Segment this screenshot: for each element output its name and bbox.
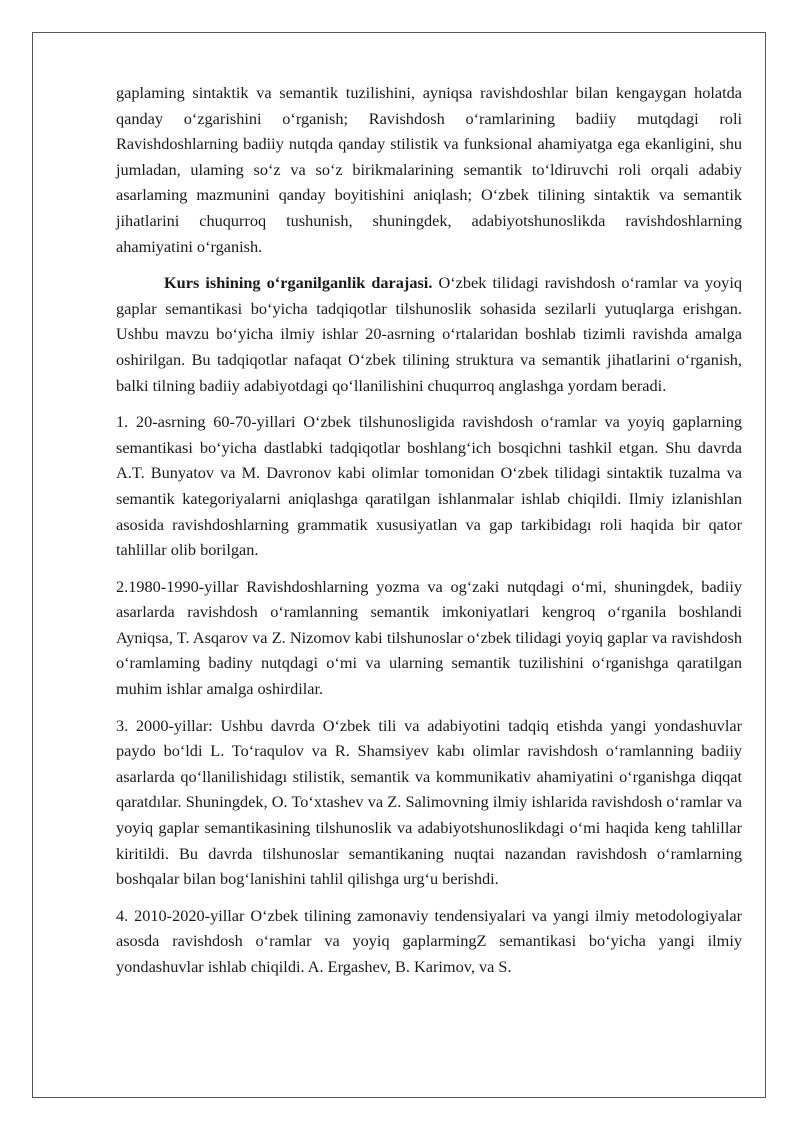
document-body — [116, 80, 742, 991]
section-heading-research-level: Kurs ishining o‘rganilganlik darajasi. — [164, 273, 433, 293]
paragraph-research-level — [116, 270, 742, 398]
paragraph-period-2: 2.1980-1990-yillar Ravishdoshlarning yozma va og‘zaki nutqdagi o‘mi, shuningdek, badiiy asarlarda ravishdosh o‘ramlanning semantik imkoniyatlari kengroq o‘rganila boshlandi Ayniqsa, T. Asqarov va Z. Nizomov kabi tilshunoslar o‘zbek tilidagi yoyiq gaplar va ravishdosh o‘ramlaming badiny nutqdagi o‘mi va ularning semantik tuzilishini o‘rganishga qaratilgan muhim ishlar amalga oshirdilar. — [116, 576, 742, 699]
paragraph-period-4: 4. 2010-2020-yillar O‘zbek tilining zamonaviy tendensiyalari va yangi ilmiy metodologiyalar asosda ravishdosh o‘ramlar va yoyiq gaplarmingZ semantikasi bo‘yicha yangi ilmiy yondashuvlar ishlab chiqildi. A. Ergashev, B. Karimov, va S. — [116, 905, 742, 976]
paragraph-intro-continuation: gaplaming sintaktik va semantik tuzilishini, ayniqsa ravishdoshlar bilan kengaygan holatda qanday o‘zgarishini o‘rganish; Ravishdosh o‘ramlarining badiiy mutqdagi roli Ravishdoshlarning badiiy nutqda qanday stilistik va funksional ahamiyatga ega ekanligini, shu jumladan, ulaming so‘z va so‘z birikmalarining semantik to‘ldiruvchi roli orqali adabiy asarlaming mazmunini qanday boyitishini aniqlash; O‘zbek tilining sintaktik va semantik jihatlarini chuqurroq tushunish, shuningdek, adabiyotshunoslikda ravishdoshlarning ahamiyatini o‘rganish. — [116, 83, 742, 256]
paragraph-period-1: 1. 20-asrning 60-70-yillari O‘zbek tilshunosligida ravishdosh o‘ramlar va yoyiq gaplarning semantikasi bo‘yicha dastlabki tadqiqotlar boshlang‘ich bosqichni tashkil etgan. Shu davrda A.T. Bunyatov va M. Davronov kabi olimlar tomonidan O‘zbek tilidagi sintaktik tuzalma va semantik kategoriyalarni aniqlashga qaratilgan ishlanmalar ishlab chiqildi. Ilmiy izlanishlan asosida ravishdoshlarning grammatik xususiyatlan va gap tarkibidagı roli haqida bir qator tahlillar olib borilgan. — [116, 412, 742, 560]
section-body-research-level: O‘zbek tilidagi ravishdosh o‘ramlar va yoyiq gaplar semantikasi bo‘yicha tadqiqotlar tilshunoslik sohasida sezilarli yutuqlarga erishgan. Ushbu mavzu bo‘yicha ilmiy ishlar 20-asrning o‘rtalaridan boshlab tizimli ravishda amalga oshirilgan. Bu tadqiqotlar nafaqat O‘zbek tilining struktura va semantik jihatlarini o‘rganish, balki tilning badiiy adabiyotdagi qo‘llanilishini chuqurroq anglashga yordam beradi. — [116, 273, 742, 395]
paragraph-period-3: 3. 2000-yillar: Ushbu davrda O‘zbek tili va adabiyotini tadqiq etishda yangi yondashuvlar paydo bo‘ldi L. To‘raqulov va R. Shamsiyev kabı olimlar ravishdosh o‘ramlanning badiiy asarlarda qo‘llanilishidagı stilistik, semantik va kommunikativ ahamiyatini o‘rganishga diqqat qaratdılar. Shuningdek, O. To‘xtashev va Z. Salimovning ilmiy ishlarida ravishdosh o‘ramlar va yoyiq gaplar semantikasining tilshunoslik va adabiyotshunoslikdagi o‘mi haqida keng tahlillar kiritildi. Bu davrda tilshunoslar semantikaning nuqtai nazandan ravishdosh o‘ramlarning boshqalar bilan bog‘lanishini tahlil qilishga urg‘u berishdi. — [116, 715, 742, 889]
